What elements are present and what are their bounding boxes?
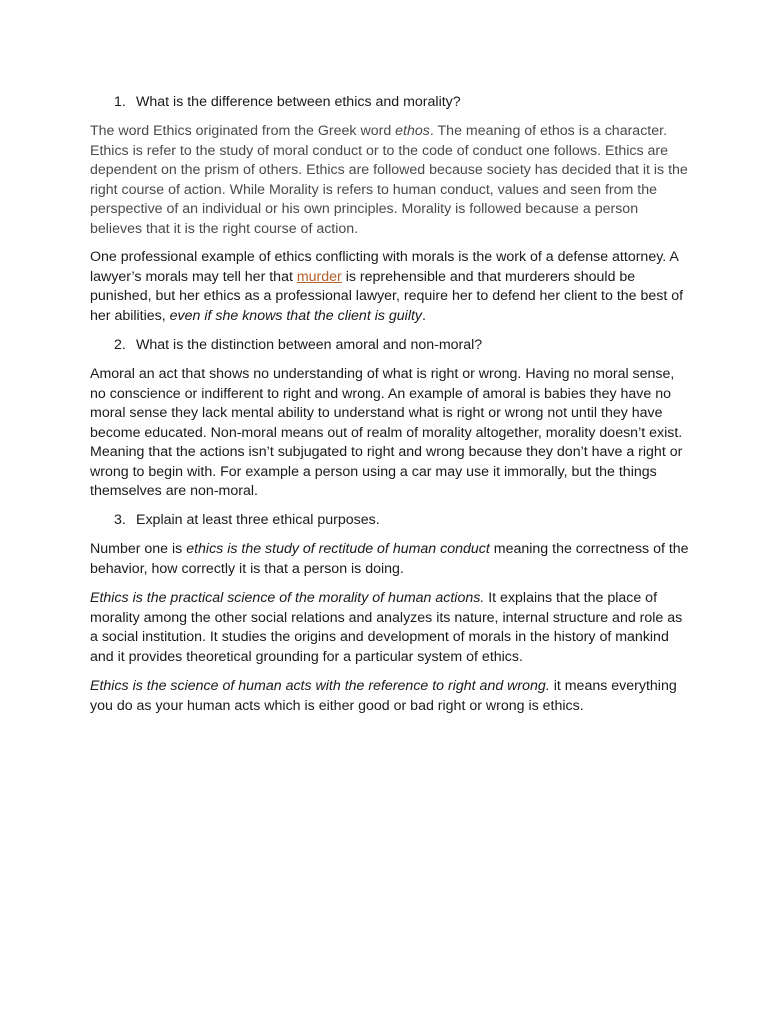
answer-1-text-c: . The meaning of ethos is a character. Ethics is refer to the study of moral conduct or to the code of conduct one follows. Ethics are dependent on the prism of others. Ethics are followed because society has decided that it is the right course of action. While Morality is refers to human conduct, values and seen from the perspective of an individual or his own principles. Morality is followed because a person believes that it is the right course of action. <box>90 123 688 237</box>
purpose-1-paragraph <box>90 540 690 579</box>
question-3-text: Explain at least three ethical purposes. <box>136 512 380 528</box>
purpose-3-paragraph <box>90 677 690 716</box>
purpose-1-text-c: meaning the correctness of the behavior, how correctly it is that a person is doing. <box>90 541 689 577</box>
question-2-text: What is the distinction between amoral and non-moral? <box>136 337 483 353</box>
question-1 <box>114 93 674 113</box>
purpose-2-paragraph <box>90 589 690 667</box>
question-2 <box>114 336 674 356</box>
question-3 <box>114 511 674 531</box>
question-2-number: 2. <box>114 337 126 353</box>
answer-2-text: Amoral an act that shows no understanding of what is right or wrong. Having no moral sense, no conscience or indifferent to right and wrong. An example of amoral is babies they have no moral sense they lack mental ability to understand what is right or wrong not until they have become educated. Non-moral means out of realm of morality altogether, morality doesn’t exist. Meaning that the actions isn’t subjugated to right and wrong because they don’t have a right or wrong to begin with. For example a person using a car may use it immorally, but the things themselves are non-moral. <box>90 366 683 499</box>
example-italic: even if she knows that the client is guilty <box>169 307 423 324</box>
answer-1-paragraph <box>90 122 690 239</box>
example-paragraph <box>90 248 690 326</box>
example-text-b: is reprehensible and that murderers should be punished, but her ethics as a professional lawyer, require her to defend her client to the best of her abilities, <box>90 268 684 324</box>
question-3-number: 3. <box>114 512 126 528</box>
example-text-d: . <box>422 307 426 324</box>
purpose-2-text: It explains that the place of morality among the other social relations and analyzes its nature, internal structure and role as a social institution. It studies the origins and development of morals in the history of mankind and it provides theoretical grounding for a particular system of ethics. <box>90 590 683 665</box>
question-1-text: What is the difference between ethics and morality? <box>136 94 461 110</box>
purpose-3-italic: Ethics is the science of human acts with the reference to right and wrong. <box>90 678 550 694</box>
answer-1-ethos-italic: ethos <box>395 123 430 139</box>
purpose-3-text: it means everything you do as your human acts which is either good or bad right or wrong is ethics. <box>90 678 677 714</box>
purpose-1-italic: ethics is the study of rectitude of human conduct <box>186 541 490 557</box>
purpose-2-italic: Ethics is the practical science of the morality of human actions. <box>90 590 485 606</box>
question-1-number: 1. <box>114 94 126 110</box>
example-text-a: One professional example of ethics conflicting with morals is the work of a defense attorney. A lawyer’s morals may tell her that <box>90 249 679 285</box>
purpose-1-text-a: Number one is <box>90 541 187 557</box>
answer-1-text-a: The word Ethics originated from the Greek word <box>90 123 396 139</box>
answer-2-paragraph <box>90 365 690 502</box>
murder-link[interactable]: murder <box>296 268 342 285</box>
